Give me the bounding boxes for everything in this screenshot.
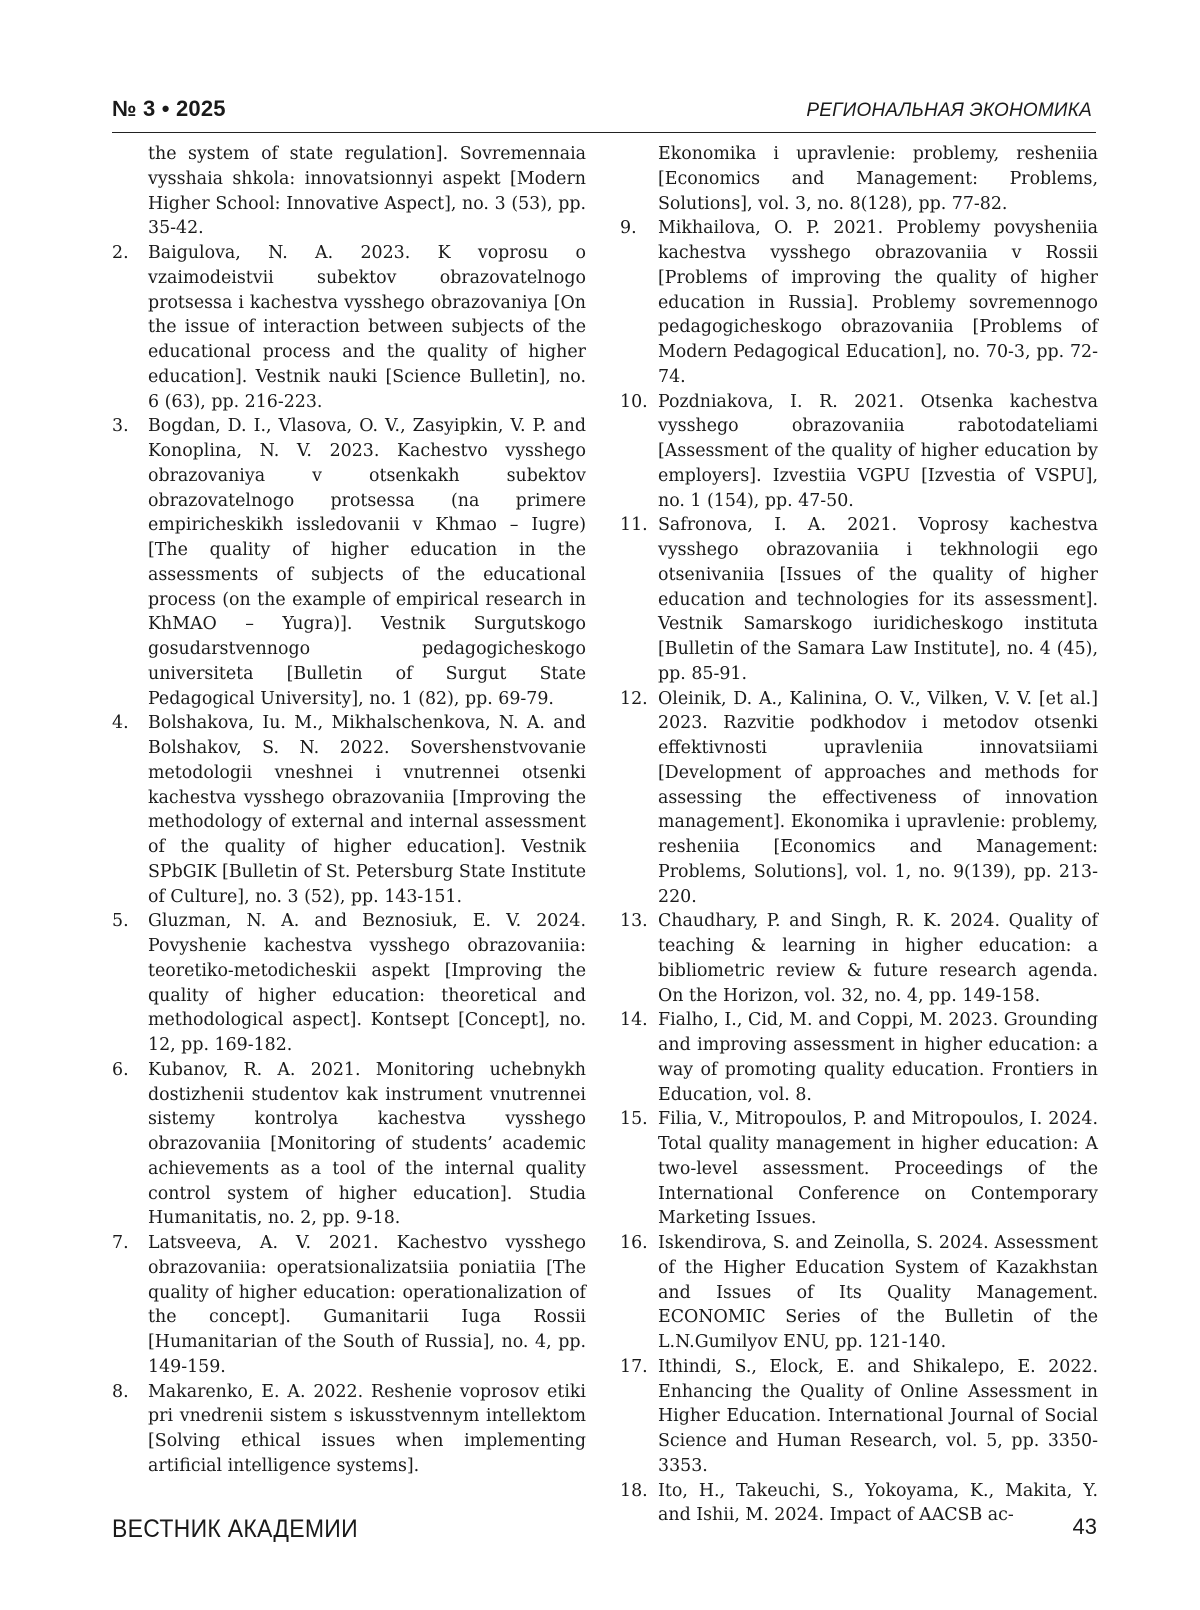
reference-text: Safronova, I. A. 2021. Voprosy kachestva vysshego obrazovaniia i tekhnologii ego otsenivaniia [Issues of the quality of higher education and technologies for its assessment]. Vestnik Samarskogo iuridicheskogo instituta [Bulletin of the Samara Law Institute], no. 4 (45), pp. 85-91. — [658, 515, 1098, 684]
reference-item — [622, 390, 1098, 514]
reference-item — [112, 711, 586, 909]
reference-number: 14. — [620, 1010, 648, 1031]
reference-text: Latsveeva, A. V. 2021. Kachestvo vysshego obrazovaniia: operatsionalizatsiia poniatiia [The quality of higher education: operationalization of the concept]. Gumanitarii Iuga Rossii [Humanitarian of the South of Russia], no. 4, pp. 149-159. — [148, 1233, 586, 1377]
reference-text: Pozdniakova, I. R. 2021. Otsenka kachestva vysshego obrazovaniia rabotodateliami [Assessment of the quality of higher education by employers]. Izvestiia VGPU [Izvestia of VSPU], no. 1 (154), pp. 47-50. — [658, 391, 1098, 511]
reference-item — [622, 1479, 1098, 1529]
reference-number: 4. — [112, 713, 129, 734]
reference-text: Ekonomika i upravlenie: problemy, resheniia [Economics and Management: Problems, Solutions], vol. 3, no. 8(128), pp. 77-82. — [658, 144, 1098, 214]
reference-item — [622, 1355, 1098, 1479]
reference-text: Chaudhary, P. and Singh, R. K. 2024. Quality of teaching & learning in higher education: a bibliometric review & future research agenda. On the Horizon, vol. 32, no. 4, pp. 149-158. — [658, 911, 1098, 1006]
reference-item — [112, 1231, 586, 1380]
reference-item — [622, 1008, 1098, 1107]
reference-item — [622, 909, 1098, 1008]
reference-number: 9. — [620, 218, 637, 239]
reference-text: Kubanov, R. A. 2021. Monitoring uchebnykh dostizhenii studentov kak instrument vnutrennei sistemy kontrolya kachestva vysshego obrazovaniia [Monitoring of students’ academic achievements as a tool of the internal quality control system of higher education]. Studia Humanitatis, no. 2, pp. 9-18. — [148, 1059, 586, 1229]
reference-number: 15. — [620, 1109, 648, 1130]
reference-text: Filia, V., Mitropoulos, P. and Mitropoulos, I. 2024. Total quality management in higher education: A two-level assessment. Proceedings of the International Conference on Contemporary Marketing Issues. — [658, 1109, 1098, 1229]
reference-number: 17. — [620, 1356, 648, 1377]
reference-number: 2. — [112, 243, 129, 263]
reference-item — [622, 142, 1098, 216]
reference-text: the system of state regulation]. Sovremennaia vysshaia shkola: innovatsionnyi aspekt [Modern Higher School: Innovative Aspect], no. 3 (53), pp. 35-42. — [148, 144, 586, 239]
reference-item — [112, 1058, 586, 1231]
reference-item — [112, 909, 586, 1058]
reference-item — [622, 1231, 1098, 1355]
references-right-column — [622, 142, 1098, 1528]
reference-number: 13. — [620, 911, 648, 932]
reference-text: Oleinik, D. A., Kalinina, O. V., Vilken, V. V. [et al.] 2023. Razvitie podkhodov i metodov otsenki effektivnosti upravleniia innovatsiiami [Development of approaches and methods for assessing the effectiveness of innovation management]. Ekonomika i upravlenie: problemy, resheniia [Economics and Management: Problems, Solutions], vol. 1, no. 9(139), pp. 213-220. — [658, 688, 1098, 907]
reference-item — [112, 1380, 586, 1479]
reference-text: Makarenko, E. A. 2022. Reshenie voprosov etiki pri vnedrenii sistem s iskusstvennym intellektom [Solving ethical issues when implementing artificial intelligence systems]. — [148, 1381, 586, 1476]
reference-text: Mikhailova, O. P. 2021. Problemy povysheniia kachestva vysshego obrazovaniia v Rossii [Problems of improving the quality of higher education in Russia]. Problemy sovremennogo pedagogicheskogo obrazovaniia [Problems of Modern Pedagogical Education], no. 70-3, pp. 72-74. — [658, 218, 1098, 387]
reference-number: 7. — [112, 1233, 129, 1253]
reference-text: Fialho, I., Cid, M. and Coppi, M. 2023. Grounding and improving assessment in higher education: a way of promoting quality education. Frontiers in Education, vol. 8. — [658, 1010, 1098, 1105]
reference-number: 11. — [620, 515, 648, 536]
reference-item — [622, 216, 1098, 389]
reference-number: 12. — [620, 688, 648, 709]
reference-text: Iskendirova, S. and Zeinolla, S. 2024. Assessment of the Higher Education System of Kazakhstan and Issues of Its Quality Management. ECONOMIC Series of the Bulletin of the L.N.Gumilyov ENU, pp. 121-140. — [658, 1233, 1098, 1352]
reference-number: 18. — [620, 1480, 648, 1501]
reference-text: Ithindi, S., Elock, E. and Shikalepo, E. 2022. Enhancing the Quality of Online Assessment in Higher Education. International Journal of Social Science and Human Research, vol. 5, pp. 3350-3353. — [658, 1356, 1098, 1476]
reference-item — [112, 142, 586, 241]
reference-text: Baigulova, N. A. 2023. K voprosu o vzaimodeistvii subektov obrazovatelnogo protsessa i kachestva vysshego obrazovaniya [On the issue of interaction between subjects of the educational process and the quality of higher education]. Vestnik nauki [Science Bulletin], no. 6 (63), pp. 216-223. — [148, 243, 586, 412]
reference-item — [622, 1107, 1098, 1231]
journal-section-title: РЕГИОНАЛЬНАЯ ЭКОНОМИКА — [806, 100, 1092, 121]
running-header — [112, 94, 1096, 133]
page-number: 43 — [1072, 1514, 1097, 1539]
reference-number: 16. — [620, 1233, 648, 1253]
reference-item — [622, 513, 1098, 686]
reference-item — [622, 687, 1098, 910]
reference-text: Ito, H., Takeuchi, S., Yokoyama, K., Makita, Y. and Ishii, M. 2024. Impact of AACSB ac- — [658, 1480, 1098, 1526]
reference-item — [112, 241, 586, 414]
reference-text: Gluzman, N. A. and Beznosiuk, E. V. 2024. Povyshenie kachestva vysshego obrazovaniia: teoretiko-metodicheskii aspekt [Improving the quality of higher education: theoretical and methodological aspect]. Kontsept [Concept], no. 12, pp. 169-182. — [148, 911, 586, 1055]
reference-text: Bolshakova, Iu. M., Mikhalschenkova, N. A. and Bolshakov, S. N. 2022. Sovershenstvovanie metodologii vneshnei i vnutrennei otsenki kachestva vysshego obrazovaniia [Improving the methodology of external and internal assessment of the quality of higher education]. Vestnik SPbGIK [Bulletin of St. Petersburg State Institute of Culture], no. 3 (52), pp. 143-151. — [148, 713, 587, 907]
journal-footer-title: ВЕСТНИК АКАДЕМИИ — [112, 1515, 358, 1543]
reference-number: 6. — [112, 1059, 129, 1080]
reference-number: 8. — [112, 1381, 129, 1402]
references-left-column — [112, 142, 586, 1479]
reference-number: 5. — [112, 911, 129, 932]
reference-item — [112, 414, 586, 711]
reference-text: Bogdan, D. I., Vlasova, O. V., Zasyipkin, V. P. and Konoplina, N. V. 2023. Kachestvo vysshego obrazovaniya v otsenkakh subektov obrazovatelnogo protsessa (na primere empiricheskikh issledovanii v Khmao – Iugre) [The quality of higher education in the assessments of subjects of the educational process (on the example of empirical research in KhMAO – Yugra)]. Vestnik Surgutskogo gosudarstvennogo pedagogicheskogo universiteta [Bulletin of Surgut State Pedagogical University], no. 1 (82), pp. 69-79. — [148, 416, 586, 709]
reference-number: 3. — [112, 416, 129, 437]
issue-number: № 3 • 2025 — [112, 96, 226, 121]
reference-number: 10. — [620, 391, 648, 412]
